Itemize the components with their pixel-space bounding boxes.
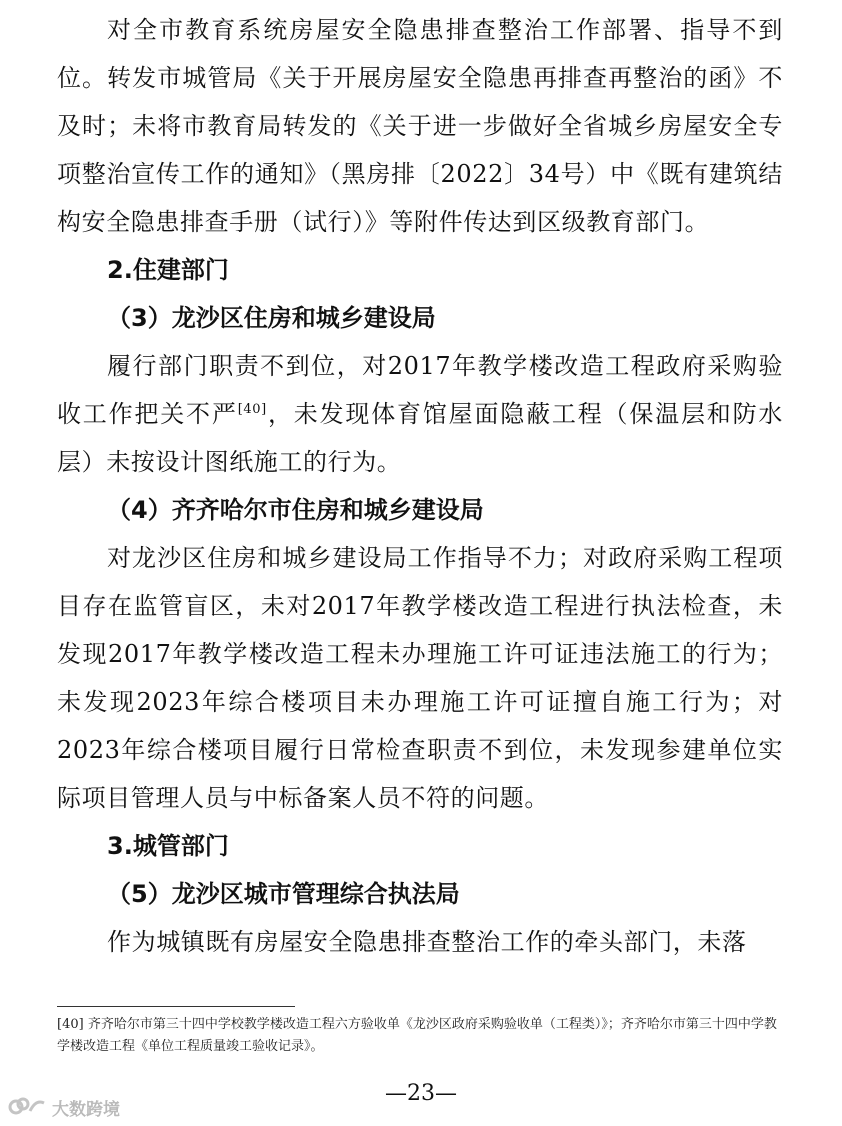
paragraph-qiqihar-housing: 对龙沙区住房和城乡建设局工作指导不力；对政府采购工程项目存在监管盲区，未对2017年教学楼改造工程进行执法检查，未发现2017年教学楼改造工程未办理施工许可证违法施工的行为；未发现2023年综合楼项目未办理施工许可证擅自施工行为；对2023年综合楼项目履行日常检查职责不到位，未发现参建单位实际项目管理人员与中标备案人员不符的问题。 — [57, 544, 783, 812]
paragraph-text-part1: 履行部门职责不到位，对2017年教学楼改造工程政府采购验收工作把关不严 — [57, 352, 783, 428]
section-heading-housing: 2.住建部门 — [107, 256, 229, 284]
paragraph-text-part2: ，未发现体育馆屋面隐蔽工程（保温层和防水层）未按设计图纸施工的行为。 — [57, 400, 784, 476]
body-text — [57, 6, 783, 966]
page-number: —23— — [385, 1081, 457, 1106]
watermark-text: 大数跨境 — [52, 1099, 120, 1120]
brand-logo-icon — [8, 1095, 48, 1119]
footnote-reference[interactable]: [40] — [237, 402, 267, 417]
paragraph-longsha-housing — [57, 342, 783, 486]
paragraph-education-bureau: 对全市教育系统房屋安全隐患排查整治工作部署、指导不到位。转发市城管局《关于开展房屋安全隐患再排查再整治的函》不及时；未将市教育局转发的《关于进一步做好全省城乡房屋安全专项整治宣传工作的通知》（黑房排〔2022〕34号）中《既有建筑结构安全隐患排查手册（试行）》等附件传达到区级教育部门。 — [57, 16, 783, 236]
footnote-divider — [57, 1006, 295, 1007]
subsection-heading-longsha-urban: （5）龙沙区城市管理综合执法局 — [107, 880, 460, 908]
footnote-40: [40] 齐齐哈尔市第三十四中学校教学楼改造工程六方验收单《龙沙区政府采购验收单（工程类）》；齐齐哈尔市第三十四中学教学楼改造工程《单位工程质量竣工验收记录》。 — [57, 1017, 777, 1054]
subsection-heading-longsha-housing: （3）龙沙区住房和城乡建设局 — [107, 304, 436, 332]
paragraph-longsha-urban: 作为城镇既有房屋安全隐患排查整治工作的牵头部门，未落 — [107, 928, 747, 956]
watermark — [8, 1094, 120, 1120]
subsection-heading-qiqihar-housing: （4）齐齐哈尔市住房和城乡建设局 — [107, 496, 484, 524]
section-heading-urban-management: 3.城管部门 — [107, 832, 229, 860]
